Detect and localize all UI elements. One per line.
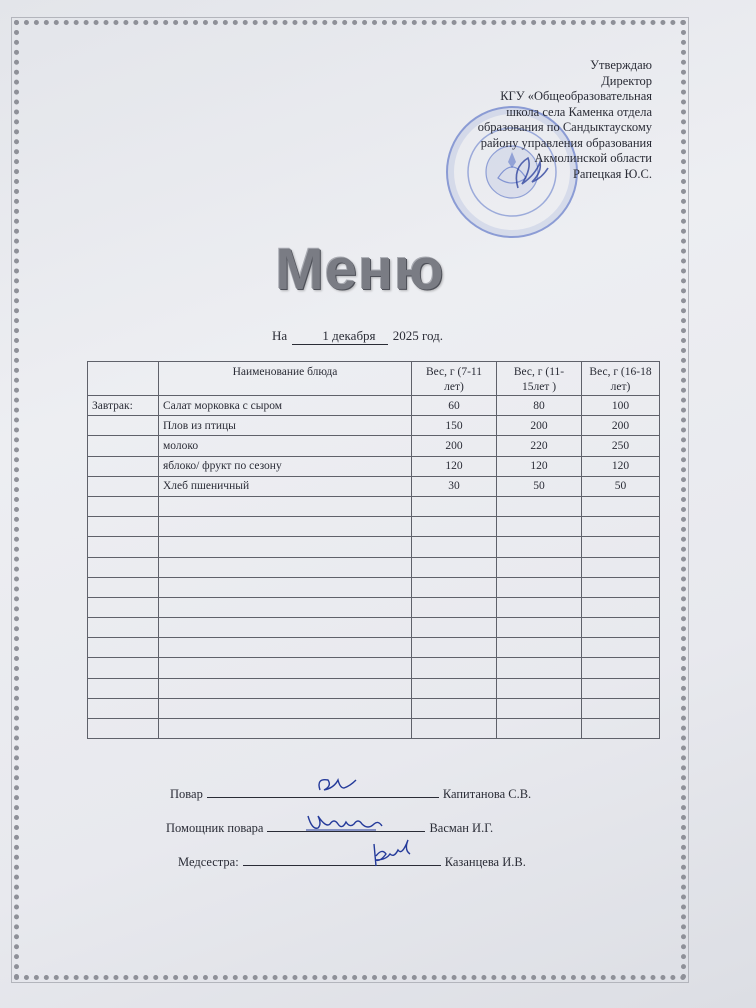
weight-16-18-cell: 50 (582, 476, 660, 496)
weight-16-18-cell: 120 (582, 456, 660, 476)
empty-cell (88, 678, 159, 698)
table-row (88, 456, 660, 476)
weight-7-11-cell: 60 (412, 396, 497, 416)
empty-row (88, 577, 660, 597)
date-year: 2025 год. (392, 328, 444, 343)
empty-cell (412, 678, 497, 698)
approval-line: Акмолинской области (534, 151, 652, 165)
table-body (88, 396, 660, 739)
empty-cell (412, 658, 497, 678)
date-value: 1 декабря (292, 328, 387, 345)
empty-cell (582, 698, 660, 718)
empty-cell (88, 517, 159, 537)
empty-cell (412, 618, 497, 638)
empty-cell (582, 618, 660, 638)
empty-cell (88, 658, 159, 678)
empty-cell (497, 678, 582, 698)
header-weight-7-11: Вес, г (7-11 лет) (412, 362, 497, 396)
approval-line: Утверждаю (590, 58, 652, 72)
empty-cell (497, 597, 582, 617)
dish-cell: Плов из птицы (159, 416, 412, 436)
empty-cell (159, 517, 412, 537)
empty-row (88, 719, 660, 739)
nurse-signature (368, 838, 418, 870)
meal-cell (88, 456, 159, 476)
empty-row (88, 658, 660, 678)
empty-cell (412, 517, 497, 537)
table-row (88, 416, 660, 436)
empty-cell (497, 618, 582, 638)
empty-cell (88, 557, 159, 577)
dish-cell: яблоко/ фрукт по сезону (159, 456, 412, 476)
empty-cell (159, 618, 412, 638)
empty-cell (412, 557, 497, 577)
empty-row (88, 678, 660, 698)
empty-cell (497, 577, 582, 597)
empty-cell (582, 719, 660, 739)
empty-cell (159, 577, 412, 597)
empty-cell (88, 719, 159, 739)
date-prefix: На (272, 328, 288, 343)
empty-cell (412, 719, 497, 739)
empty-cell (497, 719, 582, 739)
approval-line: КГУ «Общеобразовательная (500, 89, 652, 103)
empty-cell (582, 658, 660, 678)
empty-cell (412, 537, 497, 557)
dish-cell: молоко (159, 436, 412, 456)
empty-row (88, 638, 660, 658)
empty-cell (497, 638, 582, 658)
approval-line: району управления образования (480, 135, 652, 150)
menu-table (87, 361, 660, 739)
empty-cell (497, 698, 582, 718)
weight-7-11-cell: 30 (412, 476, 497, 496)
empty-cell (497, 517, 582, 537)
meal-cell (88, 436, 159, 456)
empty-cell (159, 537, 412, 557)
empty-cell (582, 517, 660, 537)
signature-name: Казанцева И.В. (444, 855, 526, 869)
signature-role: Медсестра: (178, 855, 239, 869)
page-title: Меню (275, 237, 445, 302)
empty-cell (159, 496, 412, 516)
empty-cell (497, 537, 582, 557)
empty-cell (159, 698, 412, 718)
weight-16-18-cell: 200 (582, 416, 660, 436)
empty-row (88, 517, 660, 537)
weight-7-11-cell: 150 (412, 416, 497, 436)
header-weight-11-15: Вес, г (11-15лет ) (497, 362, 582, 396)
weight-11-15-cell: 50 (497, 476, 582, 496)
empty-row (88, 618, 660, 638)
empty-cell (412, 597, 497, 617)
empty-cell (412, 698, 497, 718)
weight-11-15-cell: 220 (497, 436, 582, 456)
empty-cell (88, 698, 159, 718)
signature-role: Помощник повара (166, 821, 264, 835)
weight-16-18-cell: 250 (582, 436, 660, 456)
approval-line: Рапецкая Ю.С. (572, 166, 652, 181)
empty-cell (88, 577, 159, 597)
empty-cell (412, 638, 497, 658)
approval-block (392, 58, 652, 182)
empty-cell (582, 638, 660, 658)
empty-cell (582, 577, 660, 597)
approval-line: образования по Сандыктаускому (477, 120, 652, 134)
table-row (88, 436, 660, 456)
empty-cell (88, 496, 159, 516)
empty-cell (159, 597, 412, 617)
table-header-row (88, 362, 660, 396)
empty-cell (159, 638, 412, 658)
weight-7-11-cell: 200 (412, 436, 497, 456)
empty-cell (497, 557, 582, 577)
dish-cell: Салат морковка с сыром (159, 396, 412, 416)
empty-cell (88, 638, 159, 658)
weight-11-15-cell: 120 (497, 456, 582, 476)
empty-row (88, 597, 660, 617)
empty-cell (88, 537, 159, 557)
weight-11-15-cell: 200 (497, 416, 582, 436)
cook-signature (312, 772, 362, 798)
header-weight-16-18: Вес, г (16-18 лет) (582, 362, 660, 396)
weight-7-11-cell: 120 (412, 456, 497, 476)
empty-cell (582, 537, 660, 557)
signature-name: Васман И.Г. (429, 821, 494, 835)
empty-cell (159, 719, 412, 739)
signature-row-nurse (178, 852, 526, 870)
date-line (272, 328, 443, 345)
signature-name: Капитанова С.В. (442, 787, 532, 801)
table-row (88, 396, 660, 416)
meal-cell (88, 476, 159, 496)
empty-cell (582, 597, 660, 617)
empty-row (88, 698, 660, 718)
meal-cell: Завтрак: (88, 396, 159, 416)
empty-cell (497, 658, 582, 678)
empty-cell (159, 658, 412, 678)
empty-row (88, 537, 660, 557)
approval-line: школа села Каменка отдела (506, 104, 652, 119)
header-dish: Наименование блюда (159, 362, 412, 396)
assistant-signature (304, 810, 388, 834)
empty-cell (159, 557, 412, 577)
empty-cell (159, 678, 412, 698)
empty-cell (582, 678, 660, 698)
meal-cell (88, 416, 159, 436)
empty-cell (582, 496, 660, 516)
signature-role: Повар (170, 787, 203, 801)
dish-cell: Хлеб пшеничный (159, 476, 412, 496)
empty-row (88, 557, 660, 577)
weight-11-15-cell: 80 (497, 396, 582, 416)
empty-cell (412, 577, 497, 597)
empty-cell (497, 496, 582, 516)
empty-cell (412, 496, 497, 516)
empty-cell (582, 557, 660, 577)
header-meal (88, 362, 159, 396)
empty-row (88, 496, 660, 516)
approval-line: Директор (601, 73, 652, 88)
empty-cell (88, 597, 159, 617)
empty-cell (88, 618, 159, 638)
weight-16-18-cell: 100 (582, 396, 660, 416)
table-row (88, 476, 660, 496)
